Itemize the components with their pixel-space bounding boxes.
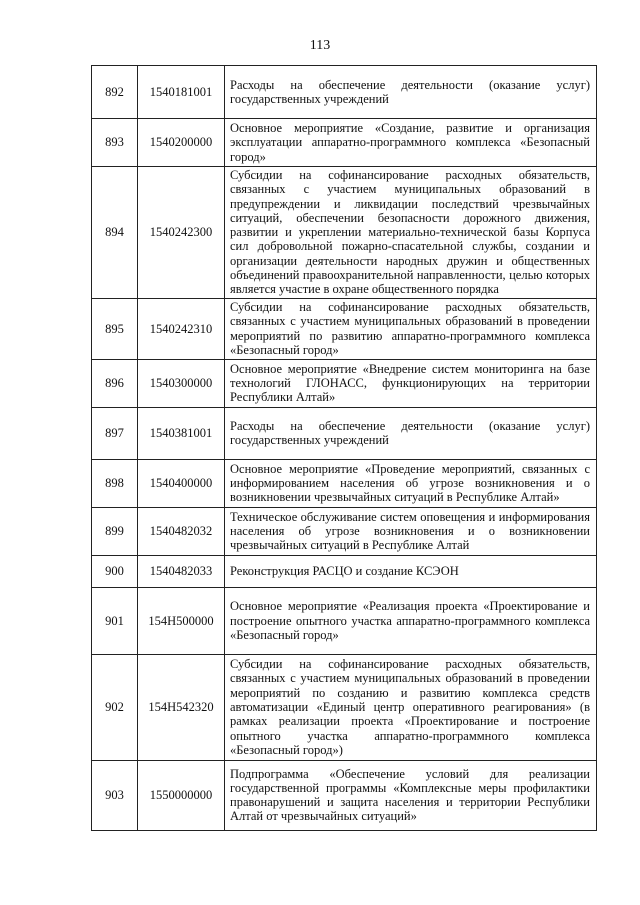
classification-code: 1540400000	[138, 459, 225, 507]
expense-name: Основное мероприятие «Проведение мероприятий, связанных с информированием населения об угрозе возникновения и о возникновении чрезвычайных ситуаций в Республике Алтай»	[225, 459, 597, 507]
classification-code: 1540482033	[138, 555, 225, 587]
table-row	[92, 555, 597, 587]
classification-code: 1540381001	[138, 407, 225, 459]
row-number: 893	[92, 119, 138, 167]
table-row	[92, 407, 597, 459]
classification-code: 1540200000	[138, 119, 225, 167]
row-number: 894	[92, 167, 138, 299]
table-row	[92, 760, 597, 830]
page-number: 113	[309, 38, 331, 53]
expense-name: Основное мероприятие «Реализация проекта «Проектирование и построение опытного участка аппаратно-программного комплекса «Безопасный город»	[225, 587, 597, 654]
table-row	[92, 587, 597, 654]
classification-code: 1540482032	[138, 507, 225, 555]
row-number: 898	[92, 459, 138, 507]
expense-name: Расходы на обеспечение деятельности (оказание услуг) государственных учреждений	[225, 66, 597, 119]
classification-code: 1540242300	[138, 167, 225, 299]
row-number: 892	[92, 66, 138, 119]
classification-code: 1540242310	[138, 298, 225, 359]
row-number: 899	[92, 507, 138, 555]
classification-code: 154Н500000	[138, 587, 225, 654]
expense-name: Подпрограмма «Обеспечение условий для реализации государственной программы «Комплексные меры профилактики правонарушений и защита населения и территории Республики Алтай от чрезвычайных ситуаций»	[225, 760, 597, 830]
row-number: 901	[92, 587, 138, 654]
expense-name: Расходы на обеспечение деятельности (оказание услуг) государственных учреждений	[225, 407, 597, 459]
expense-name: Субсидии на софинансирование расходных обязательств, связанных с участием муниципальных образований в предупреждении и ликвидации последствий чрезвычайных ситуаций, обеспечении безопасности дорожного движения, развитии и укреплении материально-технической базы Корпуса сил добровольной пожарно-спасательной службы, создании и организации деятельности народных дружин и общественных объединений правоохранительной направленности, целью которых является участие в охране общественного порядка	[225, 167, 597, 299]
expense-name: Субсидии на софинансирование расходных обязательств, связанных с участием муниципальных образований в проведении мероприятий по развитию аппаратно-программного комплекса «Безопасный город»	[225, 298, 597, 359]
row-number: 895	[92, 298, 138, 359]
table-row	[92, 459, 597, 507]
classification-code: 1540300000	[138, 359, 225, 407]
table-row	[92, 119, 597, 167]
table-row	[92, 654, 597, 760]
expense-name: Реконструкция РАСЦО и создание КСЭОН	[225, 555, 597, 587]
table-row	[92, 298, 597, 359]
table-row	[92, 167, 597, 299]
expense-name: Техническое обслуживание систем оповещения и информирования населения об угрозе возникновения и о возникновении чрезвычайных ситуаций в Республике Алтай	[225, 507, 597, 555]
expense-name: Субсидии на софинансирование расходных обязательств, связанных с участием муниципальных образований в проведении мероприятий по созданию и развитию комплекса средств автоматизации «Единый центр оперативного реагирования» (в рамках реализации проекта «Проектирование и построение опытного участка аппаратно-программного комплекса «Безопасный город»)	[225, 654, 597, 760]
row-number: 900	[92, 555, 138, 587]
classification-code: 1540181001	[138, 66, 225, 119]
expense-name: Основное мероприятие «Внедрение систем мониторинга на базе технологий ГЛОНАСС, функционирующих на территории Республики Алтай»	[225, 359, 597, 407]
classification-code: 154Н542320	[138, 654, 225, 760]
classification-code: 1550000000	[138, 760, 225, 830]
table-row	[92, 66, 597, 119]
table-row	[92, 507, 597, 555]
budget-codes-table	[91, 65, 597, 831]
row-number: 902	[92, 654, 138, 760]
table-row	[92, 359, 597, 407]
row-number: 897	[92, 407, 138, 459]
row-number: 903	[92, 760, 138, 830]
row-number: 896	[92, 359, 138, 407]
expense-name: Основное мероприятие «Создание, развитие и организация эксплуатации аппаратно-программного комплекса «Безопасный город»	[225, 119, 597, 167]
